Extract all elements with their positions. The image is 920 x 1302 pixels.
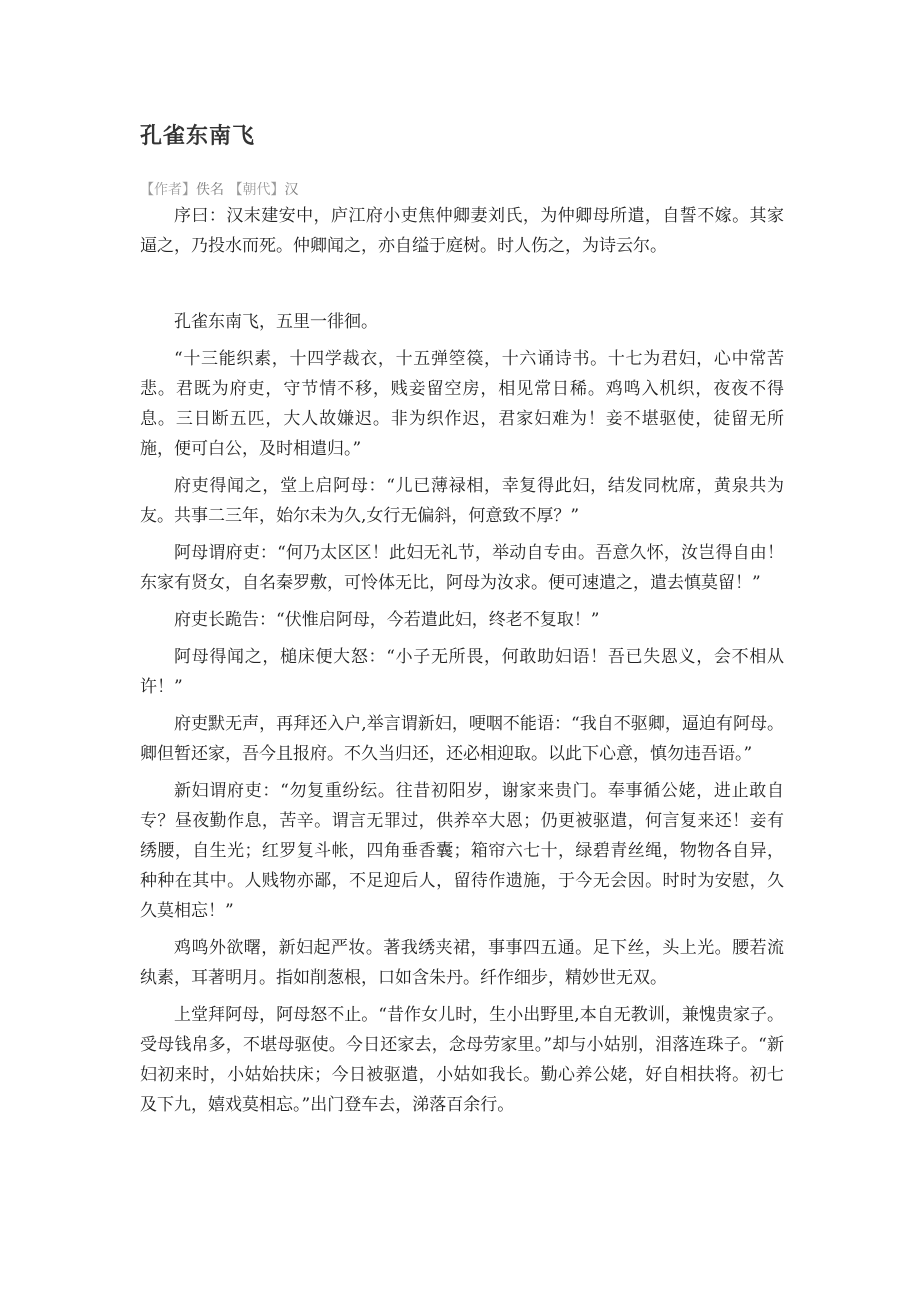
poem-paragraph: 阿母谓府吏：“何乃太区区！此妇无礼节，举动自专由。吾意久怀，汝岂得自由！东家有贤女，自名秦罗敷，可怜体无比，阿母为汝求。便可速遣之，遣去慎莫留！”: [140, 543, 784, 593]
poem-paragraph: 鸡鸣外欲曙，新妇起严妆。著我绣夹裙，事事四五通。足下丝，头上光。腰若流纨素，耳著明月。指如削葱根，口如含朱丹。纤作细步，精妙世无双。: [140, 938, 784, 988]
poem-paragraph: 府吏长跪告：“伏惟启阿母，今若遣此妇，终老不复取！”: [174, 610, 600, 630]
poem-paragraph: 新妇谓府吏：“勿复重纷纭。往昔初阳岁，谢家来贵门。奉事循公姥，进止敢自专？昼夜勤作息，苦辛。谓言无罪过，供养卒大恩；仍更被驱遣，何言复来还！妾有绣腰，自生光；红罗复斗帐，四角垂香囊；箱帘六七十，绿碧青丝绳，物物各自异，种种在其中。人贱物亦鄙，不足迎后人，留待作遗施，于今无会因。时时为安慰，久久莫相忘！”: [140, 781, 784, 921]
poem-paragraph: 孔雀东南飞，五里一徘徊。: [174, 312, 378, 332]
poem-body: [140, 201, 784, 1127]
poem-paragraph: “十三能织素，十四学裁衣，十五弹箜篌，十六诵诗书。十七为君妇，心中常苦悲。君既为府吏，守节情不移，贱妾留空房，相见常日稀。鸡鸣入机织，夜夜不得息。三日断五匹，大人故嫌迟。非为织作迟，君家妇难为！妾不堪驱使，徒留无所施，便可白公，及时相遣归。”: [140, 349, 784, 459]
author-dynasty-line: [140, 180, 298, 200]
poem-paragraph: 阿母得闻之，槌床便大怒：“小子无所畏，何敢助妇语！吾已失恩义，会不相从许！”: [140, 647, 784, 697]
author-name: 佚名: [196, 182, 224, 198]
dynasty-name: 汉: [284, 182, 299, 198]
page-title: 孔雀东南飞: [140, 124, 256, 149]
section-spacer: [140, 268, 784, 307]
dynasty-label: 【朝代】: [228, 182, 285, 198]
poem-paragraph: 府吏得闻之，堂上启阿母：“儿已薄禄相，幸复得此妇，结发同枕席，黄泉共为友。共事二三年，始尔未为久,女行无偏斜，何意致不厚？”: [140, 476, 784, 526]
poem-paragraph: 上堂拜阿母，阿母怒不止。“昔作女儿时，生小出野里,本自无教训，兼愧贵家子。受母钱帛多，不堪母驱使。今日还家去，念母劳家里。”却与小姑别，泪落连珠子。“新妇初来时，小姑始扶床；今日被驱遣，小姑如我长。勤心养公姥，好自相扶将。初七及下九，嬉戏莫相忘。”出门登车去，涕落百余行。: [140, 1005, 784, 1115]
poem-paragraph: 府吏默无声，再拜还入户,举言谓新妇，哽咽不能语：“我自不驱卿，逼迫有阿母。卿但暂还家，吾今且报府。不久当归还，还必相迎取。以此下心意，慎勿违吾语。”: [140, 714, 784, 764]
author-label: 【作者】: [140, 182, 196, 198]
preface-paragraph: 序曰：汉末建安中，庐江府小吏焦仲卿妻刘氏，为仲卿母所遣，自誓不嫁。其家逼之，乃投水而死。仲卿闻之，亦自缢于庭树。时人伤之，为诗云尔。: [140, 206, 784, 256]
